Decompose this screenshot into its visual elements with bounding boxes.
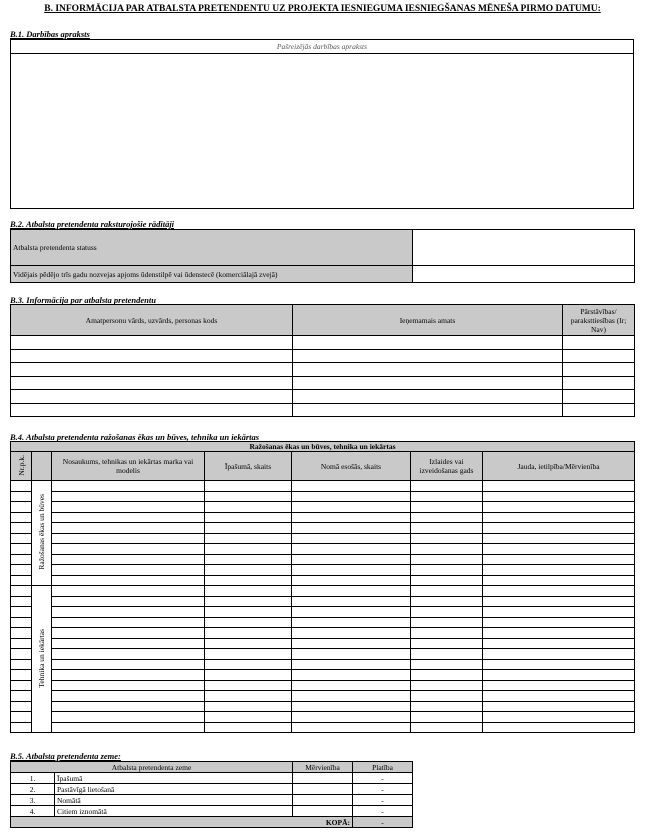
table-cell[interactable] (292, 617, 411, 628)
table-cell[interactable] (205, 722, 292, 733)
table-cell[interactable] (205, 607, 292, 618)
table-cell[interactable] (205, 575, 292, 586)
col-group (32, 452, 52, 481)
nr-cell[interactable] (11, 575, 32, 586)
table-cell[interactable] (411, 575, 483, 586)
table-cell[interactable] (292, 502, 411, 513)
table-cell[interactable] (292, 607, 411, 618)
nr-cell[interactable] (11, 638, 32, 649)
table-cell[interactable] (205, 680, 292, 691)
table-row (11, 336, 635, 350)
table-cell[interactable] (52, 575, 205, 586)
nr-cell[interactable] (11, 722, 32, 733)
table-row (11, 554, 635, 565)
activity-description-placeholder: Pašreizējās darbības apraksts (11, 40, 633, 54)
table-cell[interactable] (292, 722, 411, 733)
nr-cell[interactable] (11, 533, 32, 544)
table-cell[interactable] (205, 544, 292, 555)
table-cell[interactable] (483, 575, 635, 586)
nr-cell[interactable] (11, 491, 32, 502)
table-cell[interactable] (52, 502, 205, 513)
table-row (11, 628, 635, 639)
table-cell[interactable] (292, 649, 411, 660)
table-cell[interactable] (205, 596, 292, 607)
section-b4-heading: B.4. Atbalsta pretendenta ražošanas ēkas un būves, tehnika un iekārtas (10, 432, 260, 442)
land-row-unit[interactable] (293, 806, 353, 817)
table-cell[interactable] (483, 701, 635, 712)
group-buildings-label: Ražošanas ēkas un būves (32, 481, 52, 586)
land-row (11, 784, 413, 795)
table-cell[interactable] (52, 722, 205, 733)
table-row (11, 481, 635, 492)
land-row-label: Citiem iznomātā (55, 806, 293, 817)
col-representation: Pārstāvības/ paraksttiesības (Ir; Nav) (563, 305, 635, 336)
table-cell[interactable] (292, 565, 411, 576)
table-cell[interactable] (483, 659, 635, 670)
nr-cell[interactable] (11, 617, 32, 628)
table-cell[interactable] (483, 533, 635, 544)
table-cell[interactable] (292, 533, 411, 544)
section-b1-heading: B.1. Darbības apraksts (10, 29, 90, 39)
table-row (11, 575, 635, 586)
table-cell[interactable] (292, 596, 411, 607)
nr-cell[interactable] (11, 680, 32, 691)
table-cell[interactable] (483, 680, 635, 691)
nr-cell[interactable] (11, 712, 32, 723)
table-cell[interactable] (52, 617, 205, 628)
table-cell[interactable] (293, 403, 563, 417)
assets-table (10, 441, 635, 733)
table-cell[interactable] (292, 523, 411, 534)
table-cell[interactable] (411, 607, 483, 618)
table-cell[interactable] (563, 363, 635, 377)
nr-cell[interactable] (11, 565, 32, 576)
table-cell[interactable] (205, 533, 292, 544)
land-row-label: Nomātā (55, 795, 293, 806)
table-cell[interactable] (483, 617, 635, 628)
nr-cell[interactable] (11, 544, 32, 555)
table-cell[interactable] (411, 649, 483, 660)
nr-cell[interactable] (11, 596, 32, 607)
status-value[interactable] (413, 230, 635, 266)
table-cell[interactable] (563, 376, 635, 390)
table-cell[interactable] (292, 481, 411, 492)
table-row (11, 376, 635, 390)
col-year: Izlaides vai izveidošanas gads (411, 452, 483, 481)
table-cell[interactable] (292, 659, 411, 670)
applicant-info-rows (11, 336, 635, 417)
table-cell[interactable] (483, 491, 635, 502)
table-cell[interactable] (52, 670, 205, 681)
land-row-unit[interactable] (293, 773, 353, 784)
land-row-nr: 1. (11, 773, 55, 784)
table-cell[interactable] (483, 628, 635, 639)
table-row (11, 512, 635, 523)
land-row (11, 773, 413, 784)
table-cell[interactable] (52, 628, 205, 639)
table-cell[interactable] (411, 533, 483, 544)
table-cell[interactable] (52, 565, 205, 576)
table-cell[interactable] (411, 701, 483, 712)
table-cell[interactable] (205, 638, 292, 649)
table-cell[interactable] (483, 481, 635, 492)
table-cell[interactable] (205, 565, 292, 576)
col-nr: Nr.p.k. (11, 452, 32, 481)
table-cell[interactable] (411, 565, 483, 576)
land-table (10, 761, 413, 828)
nr-cell[interactable] (11, 607, 32, 618)
table-cell[interactable] (52, 701, 205, 712)
land-row-nr: 3. (11, 795, 55, 806)
table-row (11, 586, 635, 597)
table-cell[interactable] (411, 659, 483, 670)
table-cell[interactable] (411, 722, 483, 733)
table-cell[interactable] (483, 607, 635, 618)
land-row (11, 806, 413, 817)
table-cell[interactable] (11, 349, 293, 363)
table-cell[interactable] (205, 659, 292, 670)
table-cell[interactable] (411, 502, 483, 513)
col-lease: Nomā esošās, skaits (292, 452, 411, 481)
col-power: Jauda, ietilpība/Mērvienība (483, 452, 635, 481)
table-cell[interactable] (411, 628, 483, 639)
table-row (11, 390, 635, 404)
land-row-area[interactable]: - (353, 806, 413, 817)
table-row (11, 722, 635, 733)
table-cell[interactable] (411, 554, 483, 565)
table-row (11, 659, 635, 670)
nr-cell[interactable] (11, 586, 32, 597)
table-cell[interactable] (11, 403, 293, 417)
table-cell[interactable] (411, 680, 483, 691)
table-row (11, 638, 635, 649)
table-cell[interactable] (205, 701, 292, 712)
page-title: B. INFORMĀCIJA PAR ATBALSTA PRETENDENTU UZ PROJEKTA IESNIEGUMA IESNIEGŠANAS MĒNEŠA PIRMO DATUMU: (44, 4, 601, 14)
table-cell[interactable] (411, 712, 483, 723)
land-row-unit[interactable] (293, 784, 353, 795)
table-cell[interactable] (292, 691, 411, 702)
table-row (11, 533, 635, 544)
table-cell[interactable] (205, 586, 292, 597)
table-cell[interactable] (11, 336, 293, 350)
nr-cell[interactable] (11, 502, 32, 513)
table-cell[interactable] (205, 491, 292, 502)
section-b2-heading: B.2. Atbalsta pretendenta raksturojošie rādītāji (10, 219, 175, 229)
table-row (11, 596, 635, 607)
land-row-area[interactable]: - (353, 773, 413, 784)
table-cell[interactable] (411, 586, 483, 597)
table-cell[interactable] (205, 649, 292, 660)
table-cell[interactable] (411, 617, 483, 628)
table-cell[interactable] (52, 607, 205, 618)
table-cell[interactable] (483, 544, 635, 555)
table-row (11, 712, 635, 723)
table-cell[interactable] (205, 628, 292, 639)
col-area: Platība (353, 762, 413, 773)
table-row (11, 502, 635, 513)
table-cell[interactable] (563, 336, 635, 350)
table-cell[interactable] (483, 523, 635, 534)
table-cell[interactable] (52, 596, 205, 607)
table-cell[interactable] (563, 390, 635, 404)
nr-cell[interactable] (11, 523, 32, 534)
table-cell[interactable] (411, 670, 483, 681)
table-cell[interactable] (52, 554, 205, 565)
table-cell[interactable] (52, 712, 205, 723)
table-cell[interactable] (483, 712, 635, 723)
table-cell[interactable] (483, 502, 635, 513)
col-position: Ieņemamais amats (293, 305, 563, 336)
table-row (11, 691, 635, 702)
nr-cell[interactable] (11, 481, 32, 492)
table-row (11, 544, 635, 555)
assets-table-title: Ražošanas ēkas un būves, tehnika un iekārtas (11, 442, 635, 452)
table-cell[interactable] (483, 565, 635, 576)
land-row-nr: 2. (11, 784, 55, 795)
col-own: Īpašumā, skaits (205, 452, 292, 481)
table-row (11, 491, 635, 502)
table-cell[interactable] (292, 575, 411, 586)
table-cell[interactable] (483, 512, 635, 523)
table-cell[interactable] (483, 670, 635, 681)
land-rows (11, 773, 413, 817)
nr-cell[interactable] (11, 628, 32, 639)
table-row (11, 680, 635, 691)
table-cell[interactable] (292, 544, 411, 555)
land-total-value: - (353, 817, 413, 828)
nr-cell[interactable] (11, 670, 32, 681)
table-cell[interactable] (52, 481, 205, 492)
table-row (11, 363, 635, 377)
table-cell[interactable] (52, 638, 205, 649)
col-land: Atbalsta pretendenta zeme (11, 762, 293, 773)
nr-cell[interactable] (11, 554, 32, 565)
table-row (11, 523, 635, 534)
status-label: Atbalsta pretendenta statuss (11, 230, 413, 266)
land-total-row (11, 817, 413, 828)
assets-rows (11, 481, 635, 733)
table-cell[interactable] (205, 523, 292, 534)
table-cell[interactable] (292, 628, 411, 639)
table-cell[interactable] (292, 712, 411, 723)
table-cell[interactable] (563, 403, 635, 417)
col-officials: Amatpersonu vārds, uzvārds, personas kods (11, 305, 293, 336)
table-cell[interactable] (293, 336, 563, 350)
table-cell[interactable] (52, 533, 205, 544)
table-cell[interactable] (411, 512, 483, 523)
table-cell[interactable] (483, 691, 635, 702)
land-row-label: Pastāvīgā lietošanā (55, 784, 293, 795)
table-cell[interactable] (52, 523, 205, 534)
table-cell[interactable] (292, 491, 411, 502)
table-cell[interactable] (52, 544, 205, 555)
table-cell[interactable] (483, 586, 635, 597)
table-cell[interactable] (293, 390, 563, 404)
table-cell[interactable] (483, 722, 635, 733)
table-cell[interactable] (52, 512, 205, 523)
table-cell[interactable] (483, 554, 635, 565)
table-cell[interactable] (52, 649, 205, 660)
table-cell[interactable] (11, 376, 293, 390)
catch-volume-value[interactable] (413, 266, 635, 283)
land-total-label: KOPĀ: (11, 817, 353, 828)
land-row-unit[interactable] (293, 795, 353, 806)
table-row (11, 607, 635, 618)
table-cell[interactable] (411, 491, 483, 502)
table-cell[interactable] (483, 649, 635, 660)
table-cell[interactable] (205, 481, 292, 492)
table-cell[interactable] (11, 363, 293, 377)
table-cell[interactable] (205, 554, 292, 565)
table-cell[interactable] (411, 596, 483, 607)
table-cell[interactable] (563, 349, 635, 363)
indicators-table (10, 229, 635, 283)
table-cell[interactable] (293, 349, 563, 363)
table-row (11, 403, 635, 417)
table-cell[interactable] (205, 670, 292, 681)
nr-cell[interactable] (11, 649, 32, 660)
table-cell[interactable] (292, 680, 411, 691)
col-name: Nosaukums, tehnikas un iekārtas marka vai modelis (52, 452, 205, 481)
table-cell[interactable] (205, 617, 292, 628)
col-unit: Mērvienība (293, 762, 353, 773)
table-cell[interactable] (483, 596, 635, 607)
catch-volume-label: Vidējais pēdējo trīs gadu nozvejas apjoms ūdenstilpē vai ūdenstecē (komerciālajā zvejā) (11, 266, 413, 283)
table-cell[interactable] (52, 691, 205, 702)
table-cell[interactable] (411, 544, 483, 555)
table-cell[interactable] (52, 659, 205, 670)
table-cell[interactable] (205, 691, 292, 702)
table-cell[interactable] (292, 512, 411, 523)
land-row-label: Īpašumā (55, 773, 293, 784)
applicant-info-table (10, 304, 635, 417)
land-row (11, 795, 413, 806)
table-cell[interactable] (205, 502, 292, 513)
table-row (11, 701, 635, 712)
table-cell[interactable] (411, 523, 483, 534)
table-cell[interactable] (292, 701, 411, 712)
table-cell[interactable] (52, 491, 205, 502)
table-cell[interactable] (293, 363, 563, 377)
nr-cell[interactable] (11, 701, 32, 712)
table-cell[interactable] (205, 712, 292, 723)
table-cell[interactable] (411, 691, 483, 702)
nr-cell[interactable] (11, 512, 32, 523)
table-cell[interactable] (52, 586, 205, 597)
table-row (11, 670, 635, 681)
table-cell[interactable] (292, 586, 411, 597)
table-row (11, 349, 635, 363)
section-b5-heading: B.5. Atbalsta pretendenta zeme: (10, 751, 121, 761)
nr-cell[interactable] (11, 659, 32, 670)
nr-cell[interactable] (11, 691, 32, 702)
table-row (11, 565, 635, 576)
table-cell[interactable] (293, 376, 563, 390)
group-equipment-label: Tehnika un iekārtas (32, 586, 52, 733)
table-cell[interactable] (411, 638, 483, 649)
table-cell[interactable] (292, 670, 411, 681)
land-row-area[interactable]: - (353, 784, 413, 795)
table-cell[interactable] (292, 554, 411, 565)
table-row (11, 649, 635, 660)
section-b3-heading: B.3. Informācija par atbalsta pretendentu (10, 295, 156, 305)
table-cell[interactable] (52, 680, 205, 691)
table-cell[interactable] (11, 390, 293, 404)
table-cell[interactable] (292, 638, 411, 649)
land-row-nr: 4. (11, 806, 55, 817)
table-cell[interactable] (483, 638, 635, 649)
land-row-area[interactable]: - (353, 795, 413, 806)
table-cell[interactable] (411, 481, 483, 492)
table-cell[interactable] (205, 512, 292, 523)
activity-description-box[interactable] (10, 39, 634, 209)
table-row (11, 617, 635, 628)
